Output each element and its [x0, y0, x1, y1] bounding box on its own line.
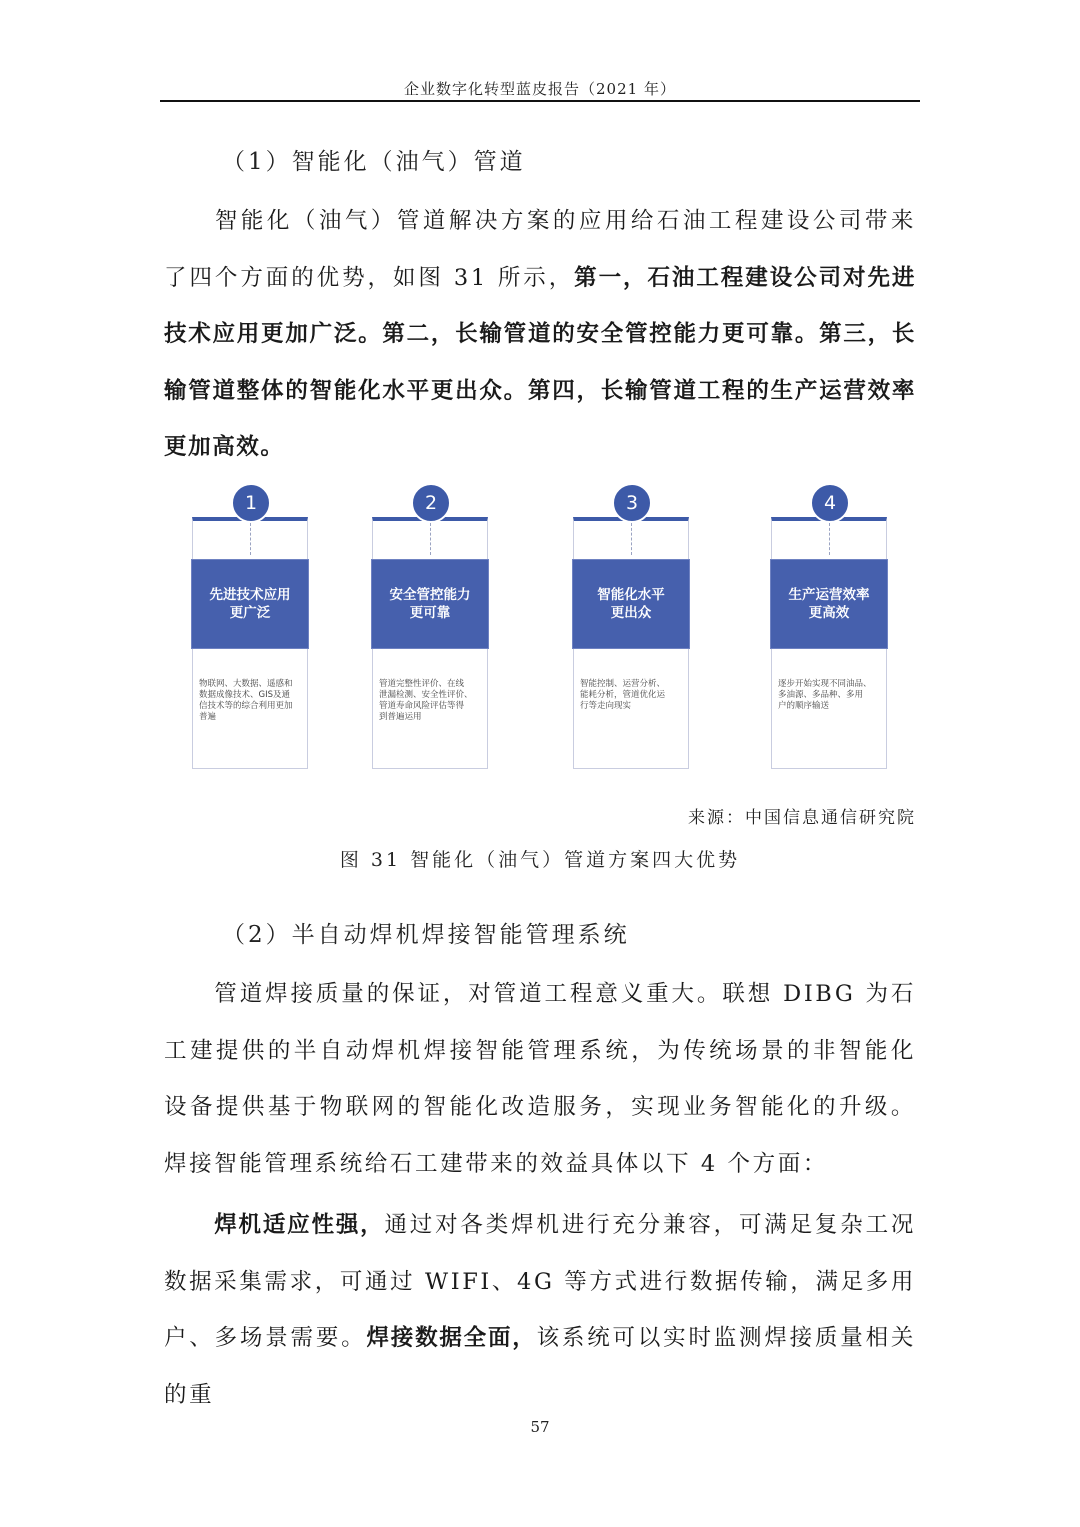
- section-heading-2: （2）半自动焊机焊接智能管理系统: [222, 922, 630, 948]
- card-description: 物联网、大数据、遥感和 数据成像技术、GIS及通 信技术等的综合利用更加 普遍: [199, 679, 293, 722]
- figure-source: 来源：中国信息通信研究院: [688, 808, 916, 828]
- advantage-card-1: [192, 492, 308, 769]
- running-header: 企业数字化转型蓝皮报告（2021 年）: [404, 80, 676, 98]
- advantage-card-2: [372, 492, 488, 769]
- card-description: 智能控制、运营分析、 能耗分析，管道优化运 行等走向现实: [580, 679, 666, 711]
- section2-paragraph-1: [164, 966, 916, 1192]
- card-title: 智能化水平 更出众: [572, 559, 690, 649]
- bold-lead-2: 焊接数据全面，: [366, 1325, 537, 1351]
- figure-31: [160, 492, 920, 785]
- card-title: 安全管控能力 更可靠: [371, 559, 489, 649]
- section-heading-1: （1）智能化（油气）管道: [222, 149, 526, 175]
- section2-paragraph-1-text: 管道焊接质量的保证，对管道工程意义重大。联想 DIBG 为石工建提供的半自动焊机焊接智能管理系统，为传统场景的非智能化设备提供基于物联网的智能化改造服务，实现业务智能化的升级。焊接智能管理系统给石工建带来的效益具体以下 4 个方面：: [164, 981, 916, 1177]
- paragraph-text-2: 该系统可以实时监测焊接质量相关的重: [164, 1325, 916, 1408]
- card-description: 逐步开始实现不同油品、 多油源、多品种、多用 户的顺序输送: [778, 679, 872, 711]
- section1-paragraph: [164, 193, 916, 476]
- page-number: 57: [530, 1418, 550, 1436]
- card-number: 1: [231, 483, 271, 523]
- section1-bold-text: 第一，石油工程建设公司对先进技术应用更加广泛。第二，长输管道的安全管控能力更可靠。第三，长输管道整体的智能化水平更出众。第四，长输管道工程的生产运营效率更加高效。: [164, 264, 916, 460]
- section1-plain-text: 智能化（油气）管道解决方案的应用给石油工程建设公司带来了四个方面的优势，如图 31 所示，: [164, 208, 916, 291]
- card-title: 先进技术应用 更广泛: [191, 559, 309, 649]
- advantage-card-4: [771, 492, 887, 769]
- figure-caption: 图 31 智能化（油气）管道方案四大优势: [339, 849, 741, 871]
- card-title: 生产运营效率 更高效: [770, 559, 888, 649]
- header-rule: [160, 100, 920, 102]
- card-number: 4: [810, 483, 850, 523]
- connector-line: [829, 523, 830, 555]
- connector-line: [430, 523, 431, 555]
- section2-paragraph-2: [164, 1197, 916, 1423]
- card-number: 3: [612, 483, 652, 523]
- paragraph-text-1: 通过对各类焊机进行充分兼容，可满足复杂工况数据采集需求，可通过 WIFI、4G 等方式进行数据传输，满足多用户、多场景需要。: [164, 1212, 916, 1351]
- connector-line: [631, 523, 632, 555]
- bold-lead-1: 焊机适应性强，: [214, 1212, 385, 1238]
- card-description: 管道完整性评价、在线 泄漏检测、安全性评价、 管道寿命风险评估等得 到普遍运用: [379, 679, 473, 722]
- connector-line: [250, 523, 251, 555]
- advantage-card-3: [573, 492, 689, 769]
- card-number: 2: [411, 483, 451, 523]
